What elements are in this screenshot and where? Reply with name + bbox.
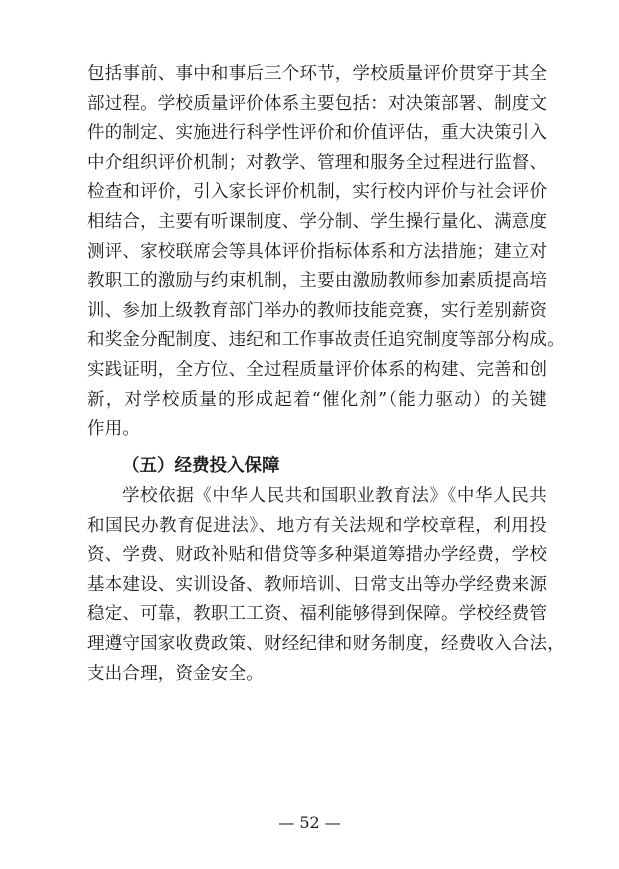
paragraph-line: 部过程。学校质量评价体系主要包括：对决策部署、制度文 bbox=[87, 93, 548, 114]
paragraph-line: 稳定、可靠，教职工工资、福利能够得到保障。学校经费管 bbox=[87, 604, 548, 625]
paragraph-line: 理遵守国家收费政策、财经纪律和财务制度，经费收入合法， bbox=[87, 633, 565, 654]
page-number: — 52 — bbox=[278, 813, 341, 832]
paragraph-line: 教职工的激励与约束机制，主要由激励教师参加素质提高培 bbox=[87, 271, 548, 292]
paragraph-line: 测评、家校联席会等具体评价指标体系和方法措施；建立对 bbox=[87, 241, 548, 262]
paragraph-line: 新，对学校质量的形成起着“催化剂”（能力驱动）的关键 bbox=[87, 389, 547, 410]
paragraph-line: 检查和评价，引入家长评价机制，实行校内评价与社会评价 bbox=[87, 182, 548, 203]
paragraph-line: 包括事前、事中和事后三个环节，学校质量评价贯穿于其全 bbox=[87, 64, 548, 84]
paragraph-line: 基本建设、实训设备、教师培训、日常支出等办学经费来源 bbox=[87, 574, 548, 595]
paragraph-line: 和奖金分配制度、违纪和工作事故责任追究制度等部分构成。 bbox=[87, 330, 565, 351]
paragraph-line: 训、参加上级教育部门举办的教师技能竞赛，实行差别薪资 bbox=[87, 300, 548, 321]
paragraph-line: 实践证明，全方位、全过程质量评价体系的构建、完善和创 bbox=[87, 359, 548, 380]
paragraph-line: 相结合，主要有听课制度、学分制、学生操行量化、满意度 bbox=[87, 211, 548, 232]
section-heading: （五）经费投入保障 bbox=[122, 456, 280, 476]
paragraph-line: 支出合理，资金安全。 bbox=[87, 663, 264, 684]
paragraph-line: 和国民办教育促进法》、地方有关法规和学校章程，利用投 bbox=[87, 515, 547, 536]
paragraph-line: 作用。 bbox=[87, 419, 141, 440]
paragraph-line: 中介组织评价机制；对教学、管理和服务全过程进行监督、 bbox=[87, 152, 548, 173]
paragraph-funding bbox=[87, 482, 565, 689]
paragraph-line: 资、学费、财政补贴和借贷等多种渠道筹措办学经费，学校 bbox=[87, 545, 548, 566]
paragraph-quality-evaluation bbox=[87, 60, 565, 445]
paragraph-line: 学校依据《中华人民共和国职业教育法》《中华人民共 bbox=[122, 486, 547, 506]
paragraph-line: 件的制定、实施进行科学性评价和价值评估，重大决策引入 bbox=[87, 123, 548, 144]
